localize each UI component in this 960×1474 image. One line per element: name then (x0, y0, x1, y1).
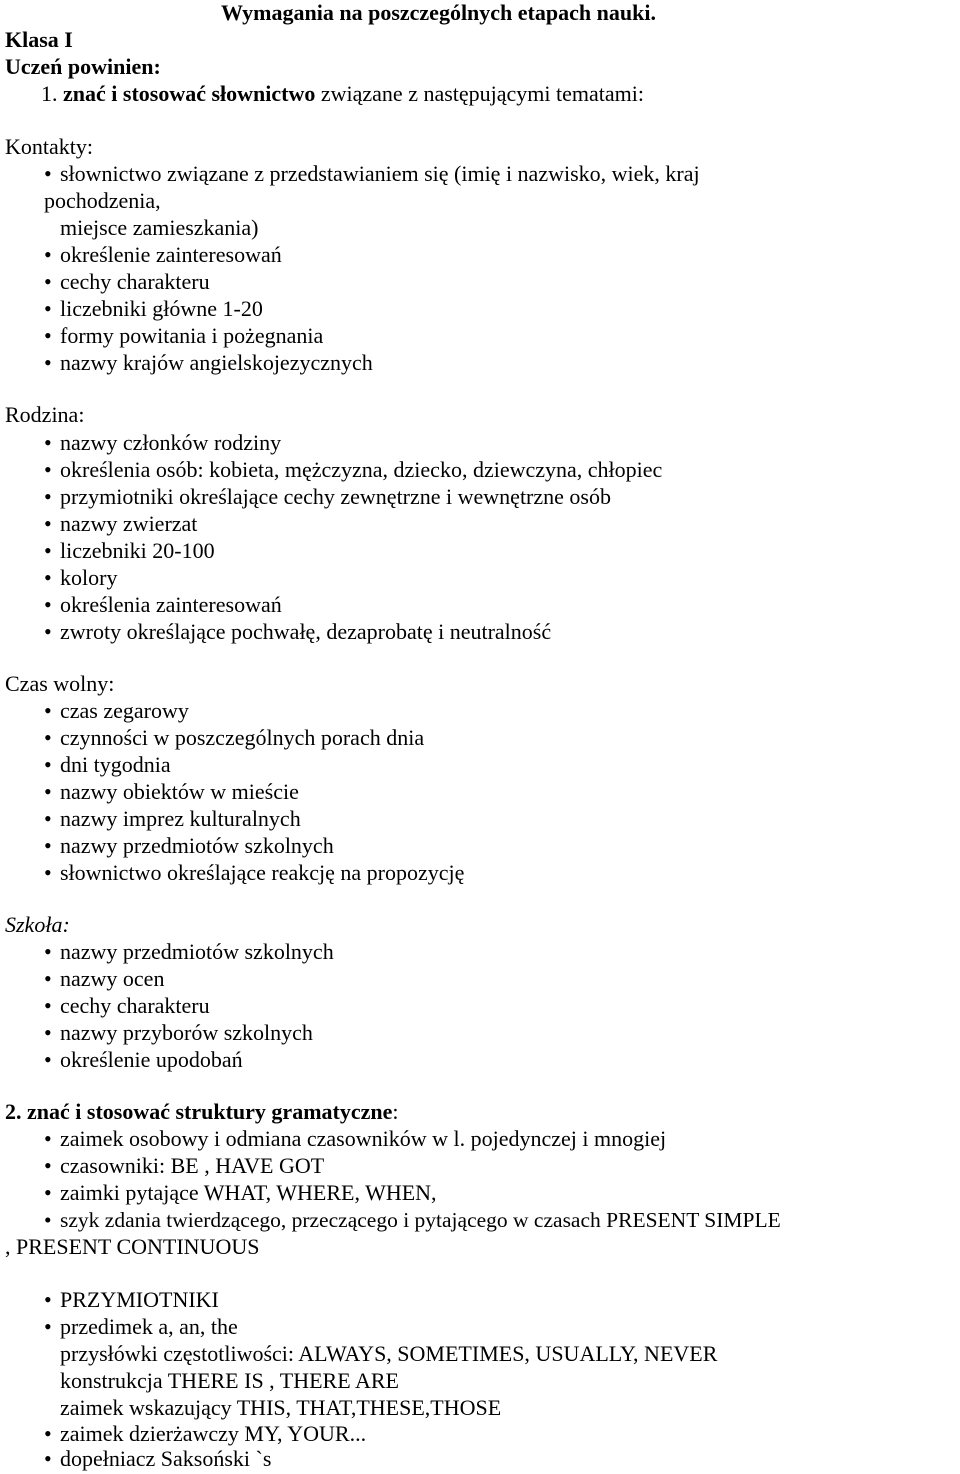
list-item: • określenie zainteresowań (44, 242, 282, 267)
list-item-plain: konstrukcja THERE IS , THERE ARE (60, 1368, 399, 1393)
class-label: Klasa I (5, 27, 73, 52)
section-1-bold: znać i stosować słownictwo (63, 81, 316, 106)
bullet-icon: • (44, 296, 52, 321)
list-item: • zwroty określające pochwałę, dezaprobatę i neutralność (44, 619, 552, 644)
list-item: • nazwy przyborów szkolnych (44, 1020, 313, 1045)
bullet-icon: • (44, 1314, 52, 1339)
list-item: • nazwy przedmiotów szkolnych (44, 939, 334, 964)
bullet-icon: • (44, 592, 52, 617)
bullet-icon: • (44, 860, 52, 885)
list-item: • czas zegarowy (44, 698, 189, 723)
list-item: • nazwy ocen (44, 966, 165, 991)
bullet-icon: • (44, 752, 52, 777)
bullet-icon: • (44, 1153, 52, 1178)
list-item: • kolory (44, 565, 118, 590)
student-should-label: Uczeń powinien: (5, 54, 161, 79)
bullet-icon: • (44, 1287, 52, 1312)
list-item: • dni tygodnia (44, 752, 171, 777)
list-item: • szyk zdania twierdzącego, przeczącego i pytającego w czasach PRESENT SIMPLE (44, 1208, 781, 1232)
bullet-icon: • (44, 966, 52, 991)
list-item: • cechy charakteru (44, 993, 210, 1018)
bullet-icon: • (44, 619, 52, 644)
list-item: • przymiotniki określające cechy zewnętrzne i wewnętrzne osób (44, 484, 611, 509)
bullet-icon: • (44, 242, 52, 267)
bullet-icon: • (44, 806, 52, 831)
bullet-icon: • (44, 779, 52, 804)
bullet-icon: • (44, 269, 52, 294)
bullet-icon: • (44, 457, 52, 482)
bullet-icon: • (44, 1421, 52, 1446)
list-item: • zaimek osobowy i odmiana czasowników w l. pojedynczej i mnogiej (44, 1126, 667, 1151)
list-item: • nazwy krajów angielskojezycznych (44, 350, 373, 375)
bullet-icon: • (44, 1047, 52, 1072)
czas-wolny-heading: Czas wolny: (5, 671, 115, 696)
list-item: • nazwy przedmiotów szkolnych (44, 833, 334, 858)
szkola-heading: Szkoła: (5, 912, 70, 937)
list-item: • przedimek a, an, the (44, 1314, 238, 1339)
bullet-icon: • (44, 698, 52, 723)
list-item: • nazwy członków rodziny (44, 430, 282, 455)
kontakty-heading: Kontakty: (5, 134, 93, 159)
bullet-icon: • (44, 323, 52, 348)
list-item: • zaimek dzierżawczy MY, YOUR... (44, 1421, 367, 1446)
list-item-continuation: pochodzenia, (44, 188, 161, 213)
bullet-icon: • (44, 350, 52, 375)
section-1-rest: związane z następującymi tematami: (320, 81, 644, 106)
bullet-icon: • (44, 161, 52, 186)
list-item-continuation: , PRESENT CONTINUOUS (5, 1234, 260, 1259)
bullet-icon: • (44, 565, 52, 590)
section-1-number: 1. (41, 81, 58, 106)
bullet-icon: • (44, 1180, 52, 1205)
list-item: • cechy charakteru (44, 269, 210, 294)
bullet-icon: • (44, 538, 52, 563)
list-item-plain: przysłówki częstotliwości: ALWAYS, SOMETIMES, USUALLY, NEVER (60, 1341, 718, 1366)
section-2-bold: 2. znać i stosować struktury gramatyczne (5, 1099, 393, 1124)
list-item-plain: zaimek wskazujący THIS, THAT,THESE,THOSE (60, 1395, 502, 1420)
bullet-icon: • (44, 430, 52, 455)
list-item: • czasowniki: BE , HAVE GOT (44, 1153, 325, 1178)
bullet-icon: • (44, 1126, 52, 1151)
list-item: • określenia zainteresowań (44, 592, 282, 617)
list-item-continuation: miejsce zamieszkania) (60, 215, 259, 240)
bullet-icon: • (44, 725, 52, 750)
list-item: • dopełniacz Saksoński `s (44, 1446, 272, 1471)
list-item: • słownictwo związane z przedstawianiem się (imię i nazwisko, wiek, kraj (44, 161, 700, 186)
section-2-heading (5, 1099, 399, 1125)
bullet-icon: • (44, 1446, 52, 1471)
list-item: • zaimki pytające WHAT, WHERE, WHEN, (44, 1180, 437, 1205)
rodzina-heading: Rodzina: (5, 402, 85, 427)
list-item: • nazwy imprez kulturalnych (44, 806, 301, 831)
bullet-icon: • (44, 833, 52, 858)
bullet-icon: • (44, 1020, 52, 1045)
bullet-icon: • (44, 939, 52, 964)
list-item: • liczebniki 20-100 (44, 538, 215, 563)
list-item: • nazwy obiektów w mieście (44, 779, 299, 804)
bullet-icon: • (44, 484, 52, 509)
list-item: • PRZYMIOTNIKI (44, 1287, 219, 1312)
bullet-icon: • (44, 993, 52, 1018)
section-1-heading (41, 81, 644, 107)
list-item: • określenie upodobań (44, 1047, 243, 1072)
bullet-icon: • (44, 511, 52, 536)
page-title: Wymagania na poszczególnych etapach nauki. (221, 0, 656, 25)
list-item: • słownictwo określające reakcję na propozycję (44, 860, 465, 885)
list-item: • nazwy zwierzat (44, 511, 198, 536)
list-item: • formy powitania i pożegnania (44, 323, 324, 348)
section-2-colon: : (392, 1099, 399, 1124)
bullet-icon: • (44, 1208, 52, 1232)
list-item: • czynności w poszczególnych porach dnia (44, 725, 425, 750)
list-item: • liczebniki główne 1-20 (44, 296, 263, 321)
list-item: • określenia osób: kobieta, mężczyzna, dziecko, dziewczyna, chłopiec (44, 457, 663, 482)
